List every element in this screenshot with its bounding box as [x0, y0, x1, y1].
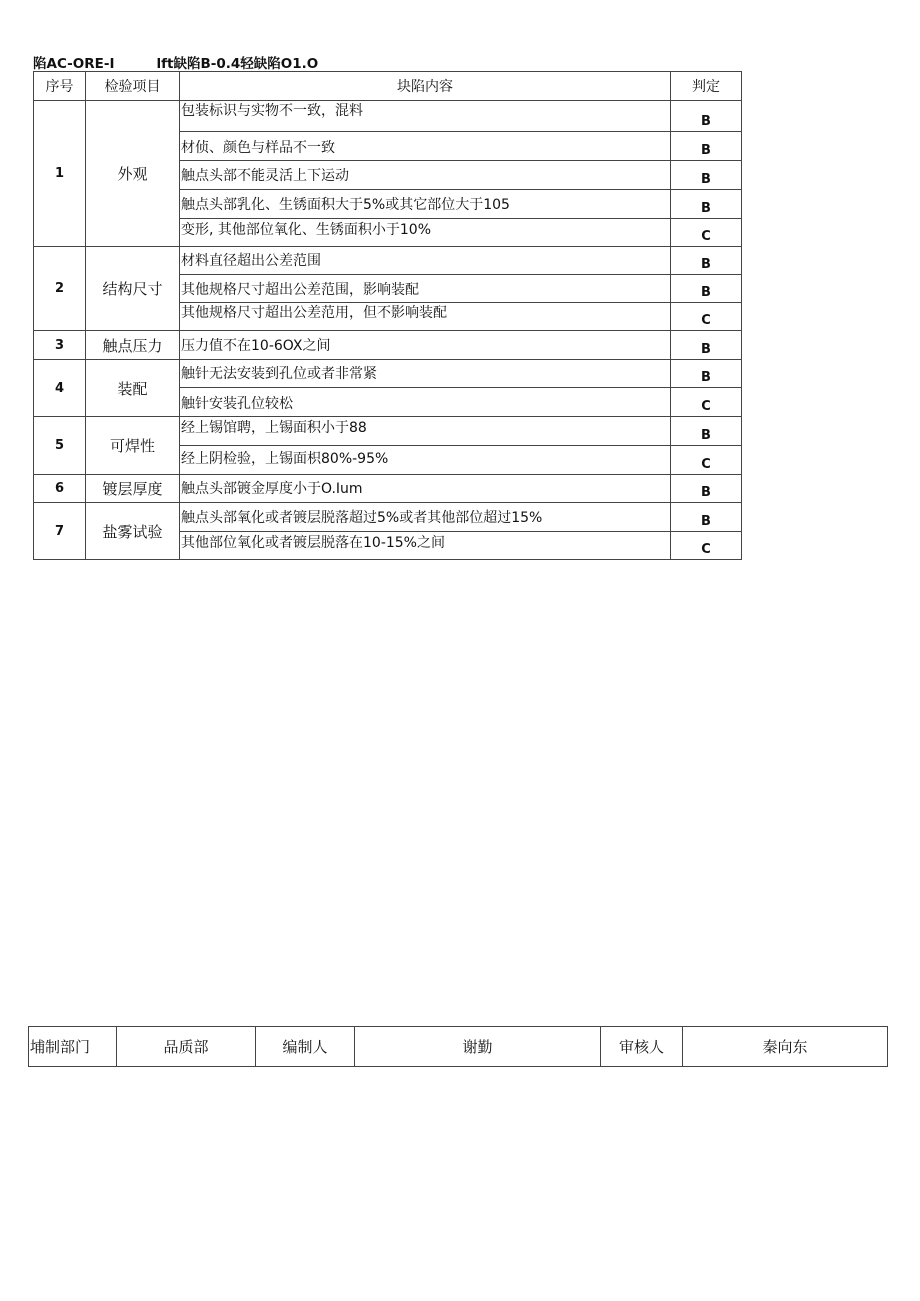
department-value: 品质部 — [117, 1027, 256, 1067]
defect-grade: C — [671, 219, 742, 247]
group-number: 2 — [34, 247, 86, 331]
defect-grade: B — [671, 101, 742, 132]
inspection-item: 可焊性 — [86, 417, 180, 475]
inspection-item: 盐雾试验 — [86, 503, 180, 560]
defect-grade: B — [671, 475, 742, 503]
defect-grade: B — [671, 360, 742, 388]
group-number: 6 — [34, 475, 86, 503]
defect-grade: B — [671, 247, 742, 275]
defect-content: 其他规格尺寸超出公差范用，但不影响装配 — [180, 303, 671, 331]
defect-content: 其他规格尺寸超出公差范围，影响装配 — [180, 275, 671, 303]
defect-content: 触点头部镀金厚度小于O.Ium — [180, 475, 671, 503]
reviewer-label: 审核人 — [601, 1027, 683, 1067]
header-segment-2: lft缺陷B-0.4轻缺陷O1.O — [156, 56, 319, 72]
table-row — [34, 475, 742, 503]
group-number: 4 — [34, 360, 86, 417]
defect-content: 材料直径超出公差范围 — [180, 247, 671, 275]
defect-grade: C — [671, 446, 742, 475]
defect-content: 材侦、颜色与样品不一致 — [180, 132, 671, 161]
inspection-item: 装配 — [86, 360, 180, 417]
column-header-grade: 判定 — [671, 72, 742, 101]
defect-grade: C — [671, 532, 742, 560]
defect-grade: B — [671, 331, 742, 360]
defect-grade: B — [671, 417, 742, 446]
signoff-table — [28, 1026, 888, 1067]
column-header-no: 序号 — [34, 72, 86, 101]
defect-content: 压力值不在10-6OX之间 — [180, 331, 671, 360]
defect-grade: B — [671, 503, 742, 532]
defect-grade: C — [671, 388, 742, 417]
group-number: 5 — [34, 417, 86, 475]
document-header — [33, 52, 318, 72]
author-label: 编制人 — [256, 1027, 355, 1067]
defect-content: 包装标识与实物不一致，混料 — [180, 101, 671, 132]
inspection-item: 外观 — [86, 101, 180, 247]
defect-content: 触点头部乳化、生锈面积大于5%或其它部位大于105 — [180, 190, 671, 219]
defect-content: 经上阴检验，上锡面枳80%-95% — [180, 446, 671, 475]
defect-grade: B — [671, 132, 742, 161]
defect-content: 触点头部不能灵活上下运动 — [180, 161, 671, 190]
defect-content: 触点头部氧化或者镀层脱落超过5%或者其他部位超过15% — [180, 503, 671, 532]
defect-grade: B — [671, 190, 742, 219]
group-number: 1 — [34, 101, 86, 247]
table-row — [34, 331, 742, 360]
table-row — [34, 101, 742, 132]
defect-content: 经上锡馆聘，上锡面积小于88 — [180, 417, 671, 446]
defect-grade: C — [671, 303, 742, 331]
defect-table — [33, 71, 742, 560]
defect-content: 其他部位氧化或者镀层脱落在10-15%之间 — [180, 532, 671, 560]
table-header-row — [34, 72, 742, 101]
table-row — [34, 247, 742, 275]
author-value: 谢勤 — [355, 1027, 601, 1067]
inspection-item: 结构尺寸 — [86, 247, 180, 331]
defect-grade: B — [671, 275, 742, 303]
signoff-row — [29, 1027, 888, 1067]
reviewer-value: 秦向东 — [683, 1027, 888, 1067]
header-segment-1: 陷AC-ORE-I — [33, 56, 115, 72]
inspection-item: 镀层厚度 — [86, 475, 180, 503]
table-row — [34, 503, 742, 532]
defect-content: 触针无法安装到孔位或者非常紧 — [180, 360, 671, 388]
defect-content: 变形, 其他部位氧化、生锈面积小于10% — [180, 219, 671, 247]
group-number: 7 — [34, 503, 86, 560]
table-row — [34, 417, 742, 446]
table-row — [34, 360, 742, 388]
defect-grade: B — [671, 161, 742, 190]
defect-content: 触针安装孔位较松 — [180, 388, 671, 417]
column-header-item: 检验项目 — [86, 72, 180, 101]
department-label: 埔制部门 — [29, 1027, 117, 1067]
group-number: 3 — [34, 331, 86, 360]
inspection-item: 触点压力 — [86, 331, 180, 360]
column-header-content: 块陷内容 — [180, 72, 671, 101]
